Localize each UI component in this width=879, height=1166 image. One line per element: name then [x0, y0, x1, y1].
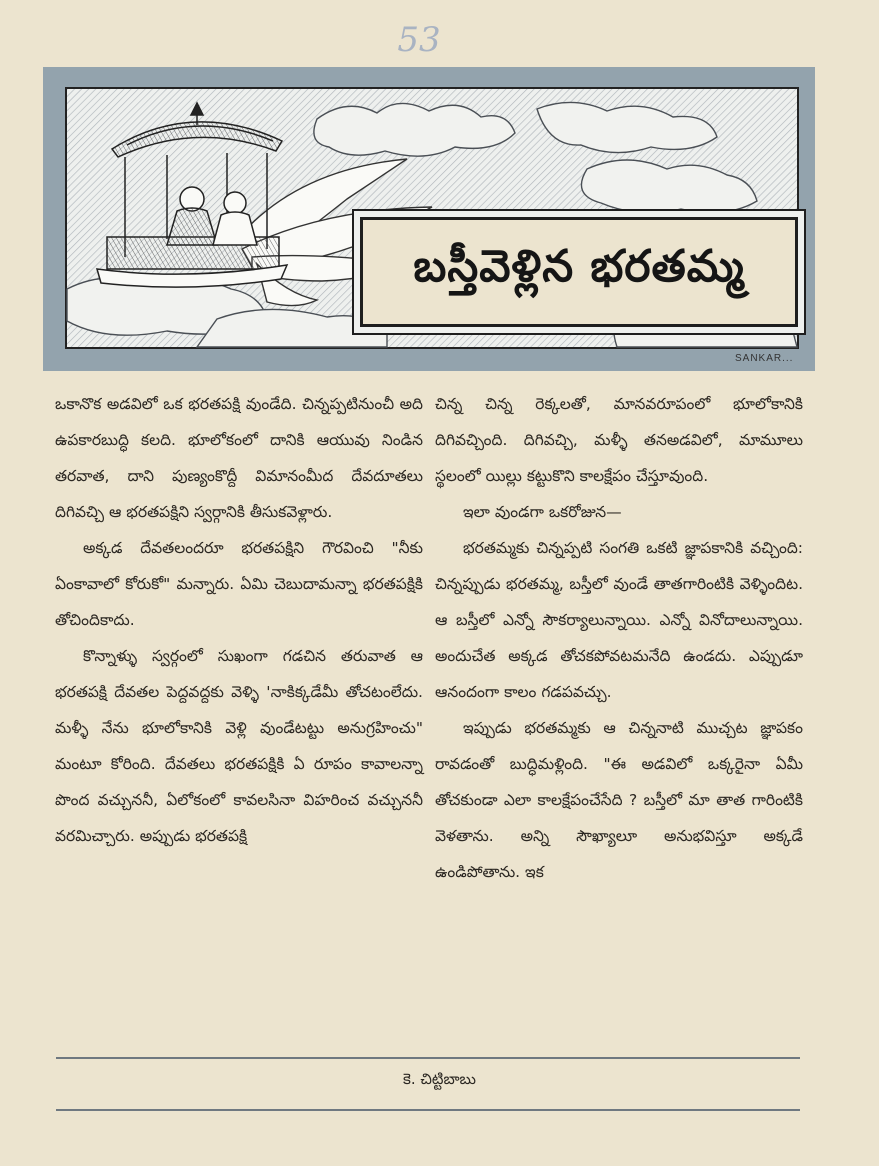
- paragraph: ఇలా వుండగా ఒకరోజున—: [463, 503, 622, 521]
- banner-title-box: [360, 217, 798, 327]
- author-credit: కె. చిట్టిబాబు: [403, 1070, 476, 1088]
- story-title: బస్తీవెళ్లిన భరతమ్మ: [413, 241, 745, 292]
- article-right-column: [435, 386, 803, 890]
- paragraph: భరతమ్మకు చిన్నప్పటి సంగతి ఒకటి జ్ఞాపకానికి వచ్చింది: చిన్నప్పుడు భరతమ్మ, బస్తీలో వుండే తాతగారింటికి వెళ్ళిందిట. ఆ బస్తీలో ఎన్నో సౌకర్యాలున్నాయి. ఎన్నో వినోదాలున్నాయి. అందుచేత అక్కడ తోచకపోవటమనేది ఉండదు. ఎప్పుడూ ఆనందంగా కాలం గడపవచ్చు.: [435, 539, 803, 701]
- paragraph: కొన్నాళ్ళు స్వర్గంలో సుఖంగా గడచిన తరువాత ఆ భరతపక్షి దేవతల పెద్దవద్దకు వెళ్ళి 'నాకిక్కడేమీ తోచటంలేదు. మళ్ళీ నేను భూలోకానికి వెళ్లి వుండేటట్టు అనుగ్రహించు" మంటూ కోరింది. దేవతలు భరతపక్షికి ఏ రూపం కావాలన్నా పొంద వచ్చుననీ, ఏలోకంలో కావలసినా విహరించ వచ్చుననీ వరమిచ్చారు. అప్పుడు భరతపక్షి: [55, 647, 423, 845]
- banner-illustration: [65, 87, 799, 364]
- article-left-column: [55, 386, 423, 854]
- footer-rule-bottom: [56, 1109, 800, 1111]
- paragraph: ఒకానొక అడవిలో ఒక భరతపక్షి వుండేది. చిన్నప్పటినుంచీ అది ఉపకారబుద్ధి కలది. భూలోకంలో దానికి ఆయువు నిండిన తరవాత, దాని పుణ్యంకొద్దీ విమానంమీద దేవదూతలు దిగివచ్చి ఆ భరతపక్షిని స్వర్గానికి తీసుకవెళ్లారు.: [55, 395, 423, 521]
- page-number: 53: [397, 20, 441, 60]
- title-banner: [43, 67, 815, 371]
- paragraph: అక్కడ దేవతలందరూ భరతపక్షిని గౌరవించి "నీకు ఏంకావాలో కోరుకో" మన్నారు. ఏమి చెబుదామన్నా భరతపక్షికి తోచిందికాదు.: [55, 539, 423, 629]
- artist-signature: SANKAR...: [735, 353, 794, 364]
- paragraph: చిన్న చిన్న రెక్కలతో, మానవరూపంలో భూలోకానికి దిగివచ్చింది. దిగివచ్చి, మళ్ళీ తనఅడవిలో, మామూలు స్థలంలో యిల్లు కట్టుకొని కాలక్షేపం చేస్తూవుంది.: [435, 395, 803, 485]
- footer-rule-top: [56, 1057, 800, 1059]
- paragraph: ఇప్పుడు భరతమ్మకు ఆ చిన్ననాటి ముచ్చట జ్ఞాపకం రావడంతో బుద్ధిమళ్లింది. "ఈ అడవిలో ఒక్కరైనా ఏమీ తోచకుండా ఎలా కాలక్షేపంచేసేది ? బస్తీలో మా తాత గారింటికి వెళతాను. అన్ని సౌఖ్యాలూ అనుభవిస్తూ అక్కడే ఉండిపోతాను. ఇక: [435, 719, 803, 881]
